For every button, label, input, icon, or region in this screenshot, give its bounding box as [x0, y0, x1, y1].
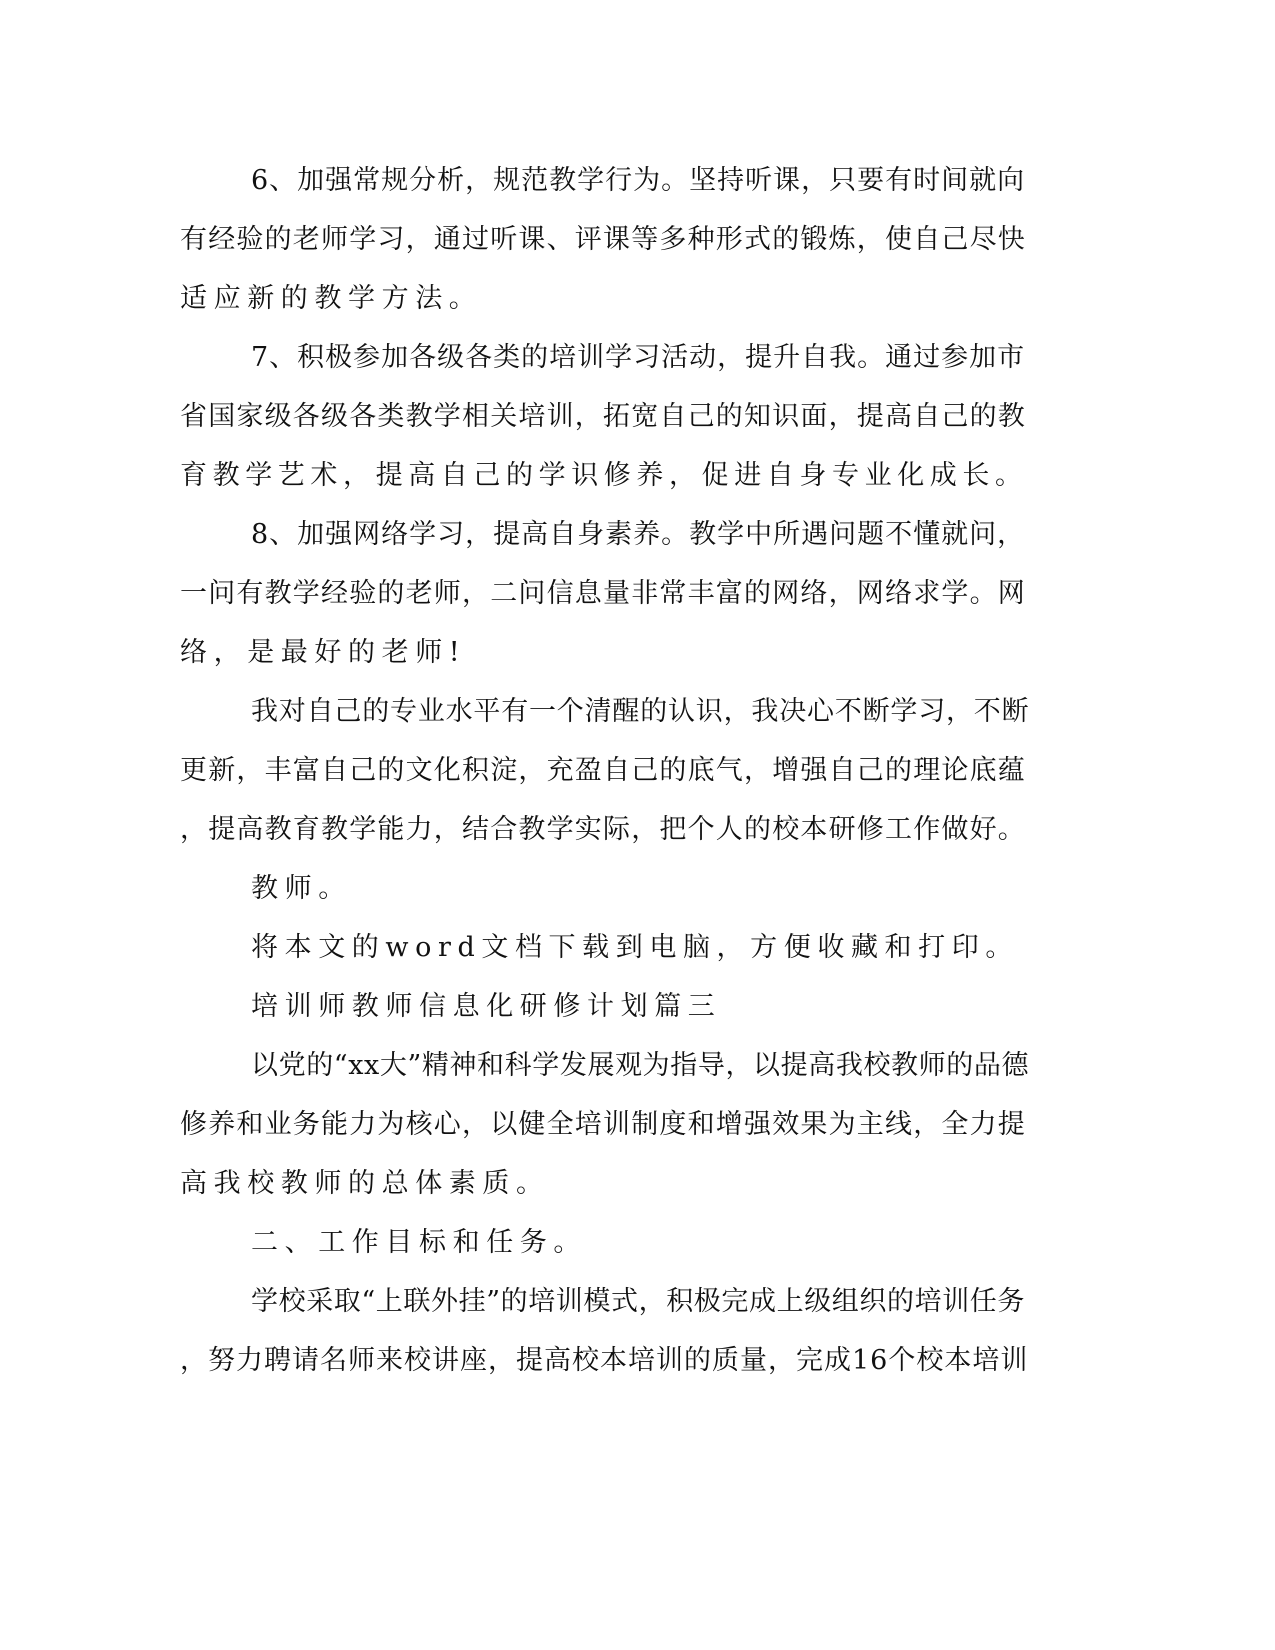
paragraph-line: 7、积极参加各级各类的培训学习活动，提升自我。通过参加市 — [251, 342, 1026, 373]
paragraph-line: 以党的“xx大”精神和科学发展观为指导，以提高我校教师的品德 — [251, 1050, 1030, 1081]
paragraph-line: 高我校教师的总体素质。 — [180, 1168, 550, 1199]
paragraph-line: 将本文的word文档下载到电脑，方便收藏和打印。 — [251, 932, 1019, 963]
section-heading: 二、工作目标和任务。 — [251, 1227, 587, 1258]
paragraph-line: 更新，丰富自己的文化积淀，充盈自己的底气，增强自己的理论底蕴 — [180, 755, 1026, 786]
paragraph-line: 省国家级各级各类教学相关培训，拓宽自己的知识面，提高自己的教 — [180, 401, 1026, 432]
paragraph-line: 有经验的老师学习，通过听课、评课等多种形式的锻炼，使自己尽快 — [180, 224, 1026, 255]
paragraph-line: 一问有教学经验的老师，二问信息量非常丰富的网络，网络求学。网 — [180, 578, 1026, 609]
paragraph-line: 8、加强网络学习，提高自身素养。教学中所遇问题不懂就问， — [251, 519, 1026, 550]
paragraph-line: 修养和业务能力为核心，以健全培训制度和增强效果为主线，全力提 — [180, 1109, 1026, 1140]
paragraph-line: 学校采取“上联外挂”的培训模式，积极完成上级组织的培训任务 — [251, 1286, 1026, 1317]
paragraph-line: 络，是最好的老师! — [180, 637, 467, 668]
paragraph-line: 育教学艺术，提高自己的学识修养，促进自身专业化成长。 — [180, 460, 1028, 491]
paragraph-line: ，努力聘请名师来校讲座，提高校本培训的质量，完成16个校本培训 — [180, 1345, 1029, 1376]
paragraph-line: 6、加强常规分析，规范教学行为。坚持听课，只要有时间就向 — [251, 165, 1026, 196]
paragraph-line: 我对自己的专业水平有一个清醒的认识，我决心不断学习，不断 — [251, 696, 1030, 727]
paragraph-line: 教师。 — [251, 873, 352, 904]
section-heading: 培训师教师信息化研修计划篇三 — [251, 991, 722, 1022]
paragraph-line: ，提高教育教学能力，结合教学实际，把个人的校本研修工作做好。 — [180, 814, 1026, 845]
paragraph-line: 适应新的教学方法。 — [180, 283, 483, 314]
